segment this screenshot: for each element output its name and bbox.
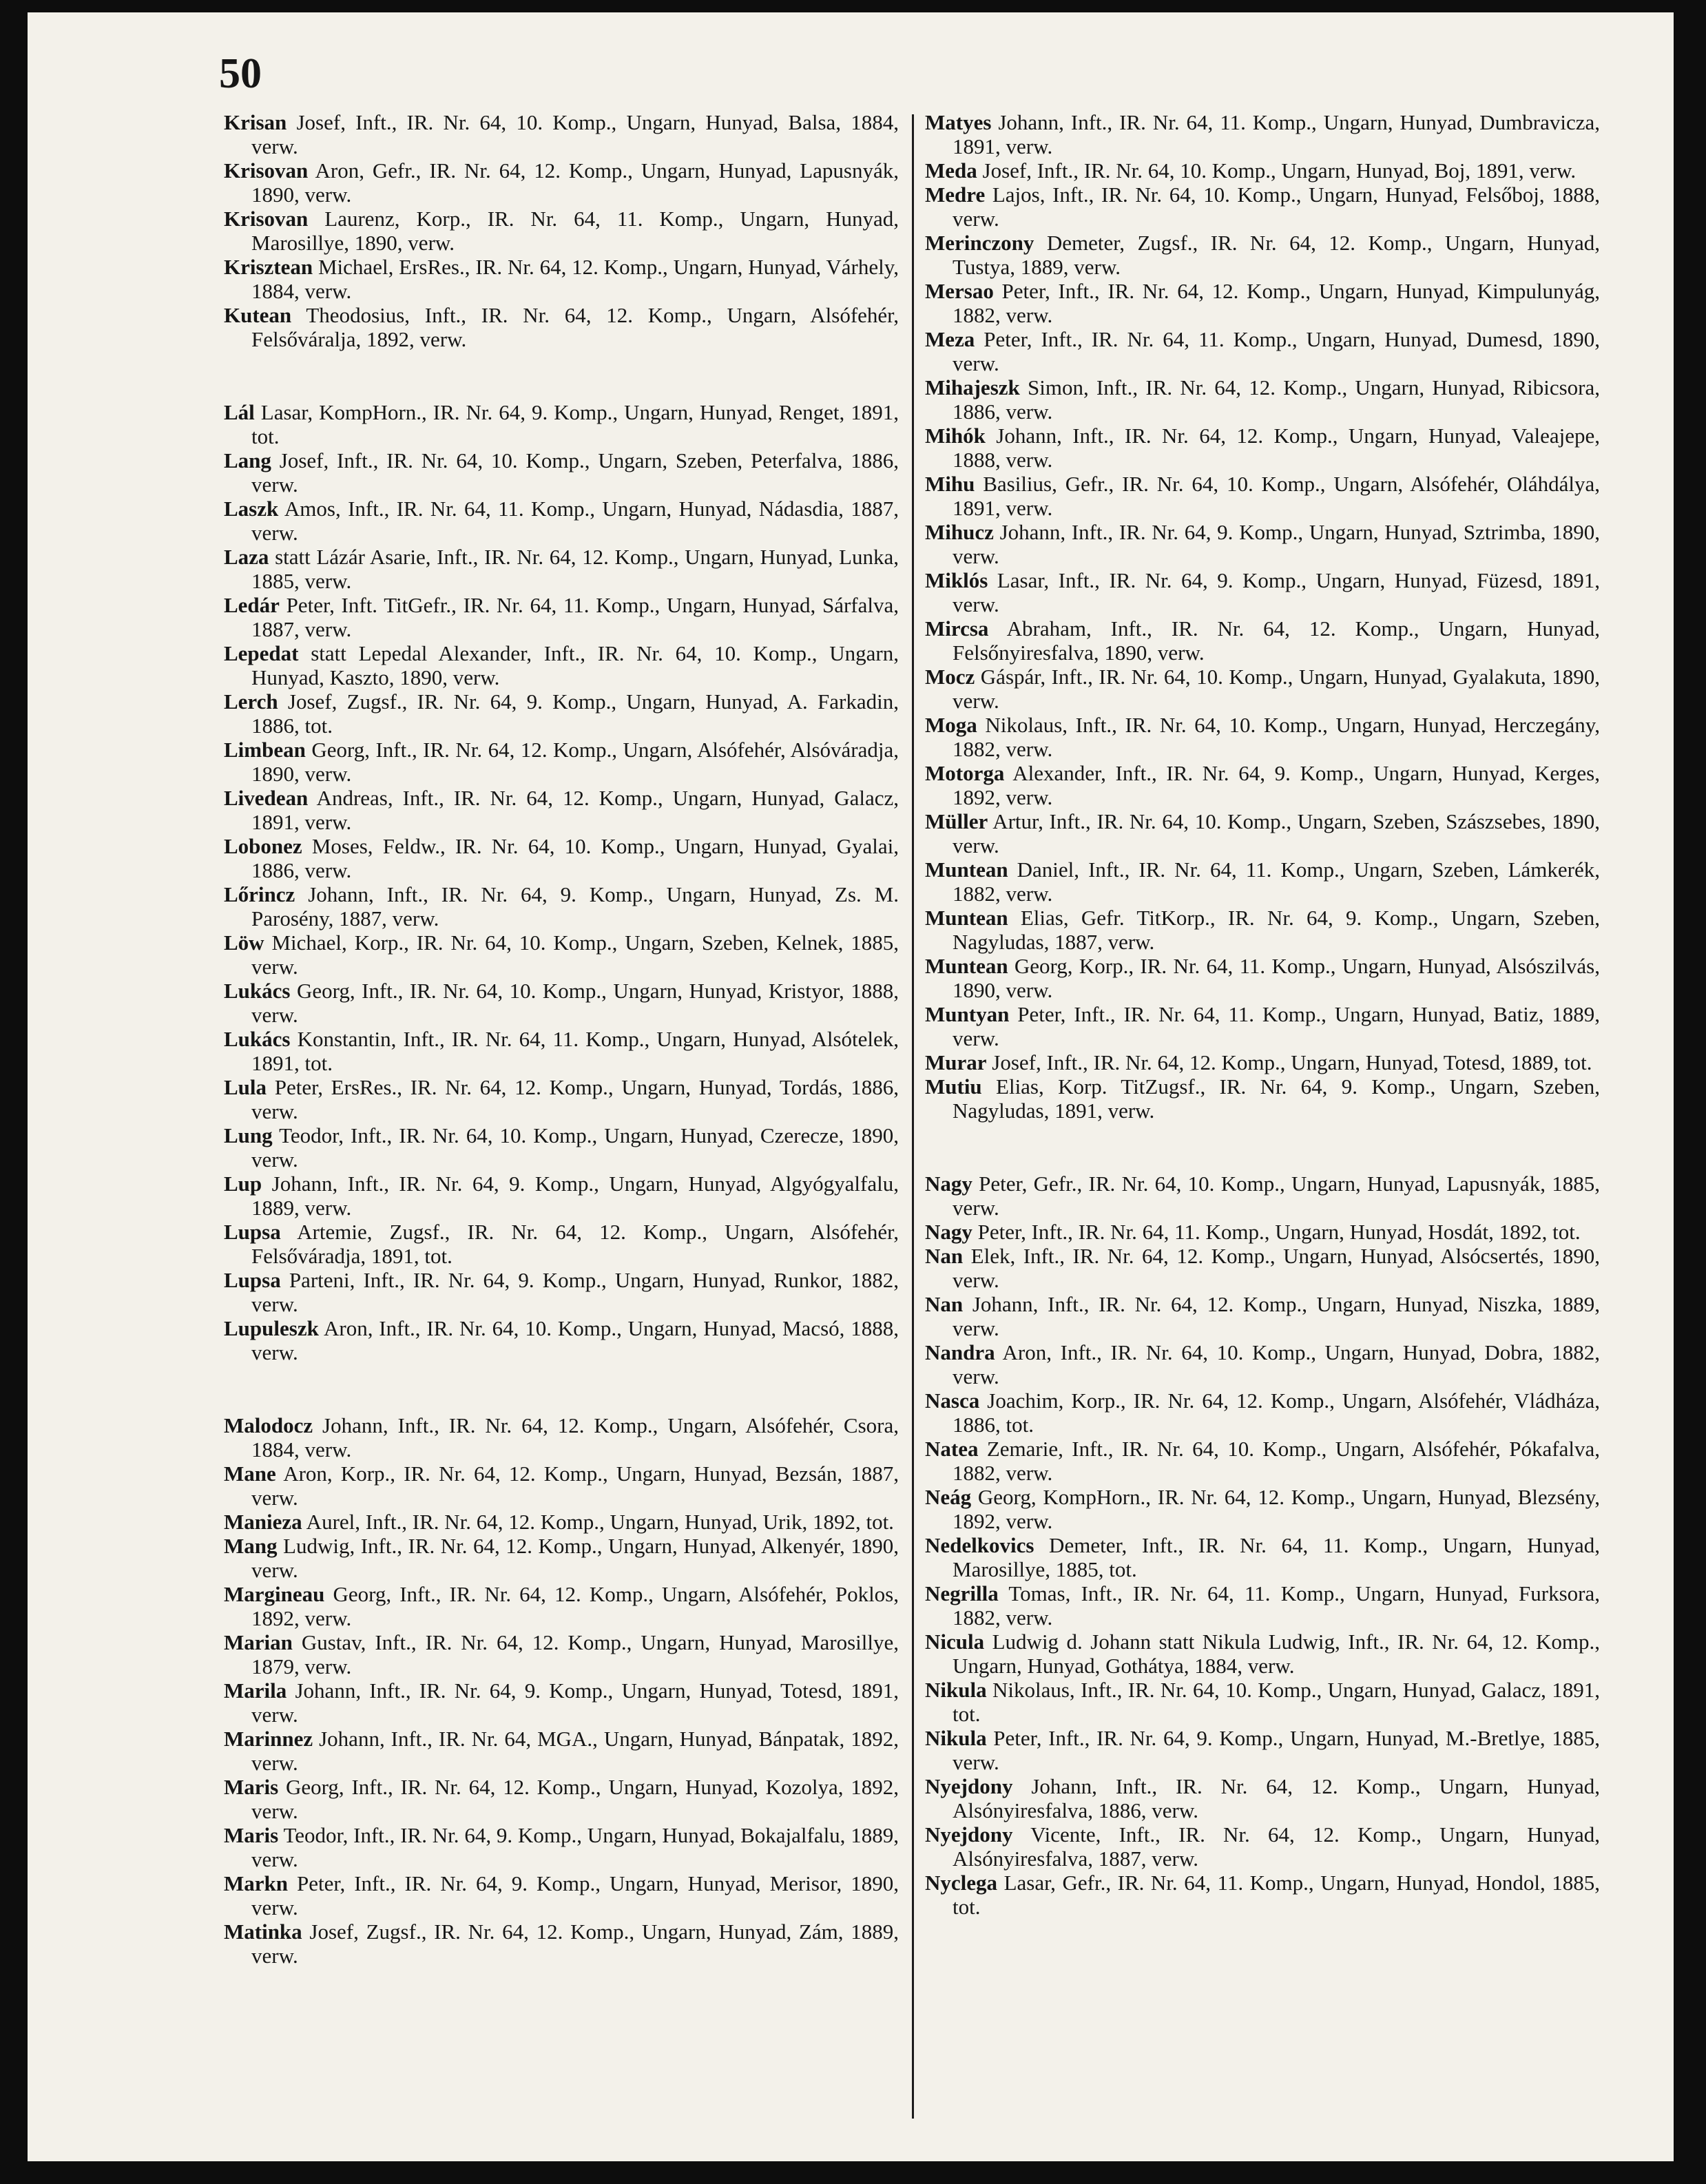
- roster-entry: [925, 713, 1600, 761]
- entry-details: Demeter, Inft., IR. Nr. 64, 11. Komp., Ungarn, Hunyad, Marosillye, 1885, tot.: [953, 1533, 1600, 1581]
- entry-surname: Lupsa: [224, 1220, 281, 1244]
- roster-entry: [925, 327, 1600, 375]
- entry-details: Amos, Inft., IR. Nr. 64, 11. Komp., Ungarn, Hunyad, Nádasdia, 1887, verw.: [251, 497, 899, 545]
- document-page: [28, 12, 1674, 2161]
- entry-details: Abraham, Inft., IR. Nr. 64, 12. Komp., Ungarn, Hunyad, Felsőnyiresfalva, 1890, verw.: [953, 616, 1600, 665]
- roster-entry: [925, 1172, 1600, 1220]
- entry-surname: Nikula: [925, 1726, 987, 1750]
- entry-details: statt Lázár Asarie, Inft., IR. Nr. 64, 12. Komp., Ungarn, Hunyad, Lunka, 1885, verw.: [251, 545, 899, 593]
- roster-entry: [224, 1172, 899, 1220]
- entry-details: Aron, Korp., IR. Nr. 64, 12. Komp., Ungarn, Hunyad, Bezsán, 1887, verw.: [251, 1462, 899, 1510]
- roster-entry: [224, 545, 899, 593]
- entry-surname: Mutiu: [925, 1074, 982, 1099]
- entry-surname: Mihók: [925, 424, 986, 448]
- roster-entry: [224, 1823, 899, 1871]
- entry-details: Artur, Inft., IR. Nr. 64, 10. Komp., Ungarn, Szeben, Szászsebes, 1890, verw.: [953, 809, 1600, 857]
- entry-details: Lasar, Inft., IR. Nr. 64, 9. Komp., Ungarn, Hunyad, Füzesd, 1891, verw.: [953, 568, 1600, 616]
- roster-entry: [925, 761, 1600, 809]
- entry-surname: Nyclega: [925, 1871, 998, 1895]
- roster-entry: [224, 1462, 899, 1510]
- column-divider: [912, 114, 914, 2119]
- roster-entry: [224, 1268, 899, 1316]
- roster-entry: [224, 1678, 899, 1727]
- entry-surname: Lepedat: [224, 641, 299, 665]
- roster-entry: [925, 1074, 1600, 1123]
- right-column: [925, 110, 1600, 1919]
- entry-details: Josef, Inft., IR. Nr. 64, 10. Komp., Ungarn, Szeben, Peterfalva, 1886, verw.: [251, 448, 899, 497]
- entry-surname: Lobonez: [224, 834, 302, 858]
- entry-surname: Krisan: [224, 110, 287, 134]
- entry-details: Michael, ErsRes., IR. Nr. 64, 12. Komp., Ungarn, Hunyad, Várhely, 1884, verw.: [251, 255, 899, 303]
- roster-entry: [925, 158, 1600, 183]
- entry-details: Peter, Inft., IR. Nr. 64, 12. Komp., Ungarn, Hunyad, Kimpulunyág, 1882, verw.: [953, 279, 1600, 327]
- entry-surname: Lőrincz: [224, 882, 295, 906]
- roster-entry: [925, 665, 1600, 713]
- entry-details: Georg, Inft., IR. Nr. 64, 10. Komp., Ungarn, Hunyad, Kristyor, 1888, verw.: [251, 979, 899, 1027]
- roster-entry: [925, 1774, 1600, 1822]
- entry-details: Demeter, Zugsf., IR. Nr. 64, 12. Komp., Ungarn, Hunyad, Tustya, 1889, verw.: [953, 231, 1600, 279]
- roster-entry: [925, 1630, 1600, 1678]
- roster-entry: [925, 231, 1600, 279]
- entry-surname: Muntean: [925, 857, 1008, 882]
- entry-surname: Lula: [224, 1075, 267, 1099]
- roster-entry: [925, 1050, 1600, 1074]
- entry-details: Josef, Inft., IR. Nr. 64, 12. Komp., Ungarn, Hunyad, Totesd, 1889, tot.: [986, 1050, 1592, 1074]
- entry-surname: Marian: [224, 1630, 293, 1654]
- roster-entry: [925, 809, 1600, 857]
- section-gap: [925, 1123, 1600, 1172]
- roster-entry: [224, 1871, 899, 1920]
- roster-entry: [925, 954, 1600, 1002]
- entry-details: Laurenz, Korp., IR. Nr. 64, 11. Komp., Ungarn, Hunyad, Marosillye, 1890, verw.: [251, 207, 899, 255]
- roster-entry: [224, 255, 899, 303]
- entry-surname: Marinnez: [224, 1727, 313, 1751]
- roster-entry: [224, 1075, 899, 1123]
- entry-surname: Löw: [224, 930, 264, 955]
- roster-entry: [224, 641, 899, 689]
- section-gap: [224, 1364, 899, 1413]
- entry-surname: Nagy: [925, 1172, 972, 1196]
- entry-surname: Nandra: [925, 1340, 995, 1364]
- roster-entry: [224, 1413, 899, 1462]
- roster-entry: [925, 1581, 1600, 1630]
- entry-surname: Livedean: [224, 786, 309, 810]
- entry-surname: Mihucz: [925, 520, 994, 544]
- roster-entry: [224, 448, 899, 497]
- entry-surname: Negrilla: [925, 1581, 999, 1605]
- entry-surname: Nikula: [925, 1678, 987, 1702]
- roster-entry: [224, 1775, 899, 1823]
- page-number: 50: [219, 50, 262, 97]
- entry-details: Tomas, Inft., IR. Nr. 64, 11. Komp., Ungarn, Hunyad, Furksora, 1882, verw.: [953, 1581, 1600, 1630]
- entry-details: Peter, Inft., IR. Nr. 64, 9. Komp., Ungarn, Hunyad, M.-Bretlye, 1885, verw.: [953, 1726, 1600, 1774]
- entry-surname: Muntean: [925, 954, 1008, 978]
- entry-details: Elek, Inft., IR. Nr. 64, 12. Komp., Ungarn, Hunyad, Alsócsertés, 1890, verw.: [953, 1244, 1600, 1292]
- entry-surname: Krisovan: [224, 158, 309, 183]
- entry-surname: Manieza: [224, 1510, 302, 1534]
- entry-details: Michael, Korp., IR. Nr. 64, 10. Komp., Ungarn, Szeben, Kelnek, 1885, verw.: [251, 930, 899, 979]
- entry-surname: Meda: [925, 158, 977, 183]
- entry-details: Alexander, Inft., IR. Nr. 64, 9. Komp., Ungarn, Hunyad, Kerges, 1892, verw.: [953, 761, 1600, 809]
- entry-surname: Moga: [925, 713, 977, 737]
- entry-surname: Lung: [224, 1123, 273, 1147]
- entry-details: Simon, Inft., IR. Nr. 64, 12. Komp., Ungarn, Hunyad, Ribicsora, 1886, verw.: [953, 375, 1600, 424]
- entry-surname: Meza: [925, 327, 975, 351]
- entry-details: Theodosius, Inft., IR. Nr. 64, 12. Komp., Ungarn, Alsófehér, Felsőváralja, 1892, verw.: [251, 303, 899, 351]
- entry-surname: Nicula: [925, 1630, 985, 1654]
- entry-details: Johann, Inft., IR. Nr. 64, 12. Komp., Ungarn, Hunyad, Alsónyiresfalva, 1886, verw.: [953, 1774, 1600, 1822]
- entry-surname: Lup: [224, 1172, 262, 1196]
- entry-details: Daniel, Inft., IR. Nr. 64, 11. Komp., Ungarn, Szeben, Lámkerék, 1882, verw.: [953, 857, 1600, 906]
- entry-details: Johann, Inft., IR. Nr. 64, MGA., Ungarn, Hunyad, Bánpatak, 1892, verw.: [251, 1727, 899, 1775]
- roster-entry: [925, 1002, 1600, 1050]
- entry-details: Teodor, Inft., IR. Nr. 64, 9. Komp., Ungarn, Hunyad, Bokajalfalu, 1889, verw.: [251, 1823, 899, 1871]
- entry-surname: Lupuleszk: [224, 1316, 319, 1340]
- entry-surname: Medre: [925, 183, 986, 207]
- entry-surname: Laszk: [224, 497, 279, 521]
- entry-surname: Nyejdony: [925, 1822, 1013, 1847]
- entry-surname: Neág: [925, 1485, 972, 1509]
- entry-surname: Matyes: [925, 110, 992, 134]
- entry-surname: Margineau: [224, 1582, 325, 1606]
- entry-details: Konstantin, Inft., IR. Nr. 64, 11. Komp., Ungarn, Hunyad, Alsótelek, 1891, tot.: [251, 1027, 899, 1075]
- entry-details: Peter, Inft., IR. Nr. 64, 11. Komp., Ungarn, Hunyad, Hosdát, 1892, tot.: [972, 1220, 1581, 1244]
- roster-entry: [925, 1220, 1600, 1244]
- roster-entry: [224, 738, 899, 786]
- entry-surname: Lerch: [224, 689, 278, 714]
- roster-entry: [925, 1485, 1600, 1533]
- entry-details: Aron, Inft., IR. Nr. 64, 10. Komp., Ungarn, Hunyad, Macsó, 1888, verw.: [251, 1316, 899, 1364]
- entry-details: Lajos, Inft., IR. Nr. 64, 10. Komp., Ungarn, Hunyad, Felsőboj, 1888, verw.: [953, 183, 1600, 231]
- roster-entry: [224, 689, 899, 738]
- entry-details: Lasar, KompHorn., IR. Nr. 64, 9. Komp., Ungarn, Hunyad, Renget, 1891, tot.: [251, 400, 899, 448]
- entry-surname: Murar: [925, 1050, 987, 1074]
- entry-surname: Müller: [925, 809, 988, 833]
- entry-details: Georg, Inft., IR. Nr. 64, 12. Komp., Ungarn, Alsófehér, Alsóváradja, 1890, verw.: [251, 738, 899, 786]
- entry-surname: Muntyan: [925, 1002, 1010, 1026]
- entry-details: Gustav, Inft., IR. Nr. 64, 12. Komp., Ungarn, Hunyad, Marosillye, 1879, verw.: [251, 1630, 899, 1678]
- roster-entry: [224, 1727, 899, 1775]
- roster-entry: [925, 1292, 1600, 1340]
- entry-details: Artemie, Zugsf., IR. Nr. 64, 12. Komp., Ungarn, Alsófehér, Felsőváradja, 1891, tot.: [251, 1220, 899, 1268]
- roster-entry: [925, 424, 1600, 472]
- entry-surname: Nagy: [925, 1220, 972, 1244]
- entry-details: Ludwig, Inft., IR. Nr. 64, 12. Komp., Ungarn, Hunyad, Alkenyér, 1890, verw.: [251, 1534, 899, 1582]
- entry-surname: Lupsa: [224, 1268, 281, 1292]
- entry-surname: Nan: [925, 1244, 964, 1268]
- entry-details: Zemarie, Inft., IR. Nr. 64, 10. Komp., Ungarn, Alsófehér, Pókafalva, 1882, verw.: [953, 1437, 1600, 1485]
- entry-surname: Lál: [224, 400, 255, 424]
- entry-details: Elias, Korp. TitZugsf., IR. Nr. 64, 9. Komp., Ungarn, Szeben, Nagyludas, 1891, verw.: [953, 1074, 1600, 1123]
- roster-entry: [925, 906, 1600, 954]
- entry-details: Aron, Inft., IR. Nr. 64, 10. Komp., Ungarn, Hunyad, Dobra, 1882, verw.: [953, 1340, 1600, 1389]
- entry-details: Johann, Inft., IR. Nr. 64, 12. Komp., Ungarn, Hunyad, Niszka, 1889, verw.: [953, 1292, 1600, 1340]
- entry-details: Elias, Gefr. TitKorp., IR. Nr. 64, 9. Komp., Ungarn, Szeben, Nagyludas, 1887, verw.: [953, 906, 1600, 954]
- entry-details: Peter, ErsRes., IR. Nr. 64, 12. Komp., Ungarn, Hunyad, Tordás, 1886, verw.: [251, 1075, 899, 1123]
- roster-entry: [925, 472, 1600, 520]
- roster-entry: [925, 110, 1600, 158]
- section-gap: [224, 351, 899, 400]
- entry-surname: Markn: [224, 1871, 288, 1895]
- roster-entry: [925, 1871, 1600, 1919]
- entry-details: Aron, Gefr., IR. Nr. 64, 12. Komp., Ungarn, Hunyad, Lapusnyák, 1890, verw.: [251, 158, 899, 207]
- entry-surname: Kutean: [224, 303, 292, 327]
- entry-details: Vicente, Inft., IR. Nr. 64, 12. Komp., Ungarn, Hunyad, Alsónyiresfalva, 1887, verw.: [953, 1822, 1600, 1871]
- entry-surname: Malodocz: [224, 1413, 313, 1437]
- roster-entry: [224, 1630, 899, 1678]
- entry-surname: Lukács: [224, 1027, 291, 1051]
- roster-entry: [925, 1437, 1600, 1485]
- roster-entry: [224, 110, 899, 158]
- roster-entry: [224, 158, 899, 207]
- entry-surname: Lukács: [224, 979, 291, 1003]
- entry-details: Josef, Zugsf., IR. Nr. 64, 9. Komp., Ungarn, Hunyad, A. Farkadin, 1886, tot.: [251, 689, 899, 738]
- entry-details: Georg, KompHorn., IR. Nr. 64, 12. Komp., Ungarn, Hunyad, Blezsény, 1892, verw.: [953, 1485, 1600, 1533]
- roster-entry: [925, 1340, 1600, 1389]
- entry-details: Peter, Inft., IR. Nr. 64, 11. Komp., Ungarn, Hunyad, Batiz, 1889, verw.: [953, 1002, 1600, 1050]
- entry-surname: Krisztean: [224, 255, 313, 279]
- roster-entry: [224, 207, 899, 255]
- entry-details: Teodor, Inft., IR. Nr. 64, 10. Komp., Ungarn, Hunyad, Czerecze, 1890, verw.: [251, 1123, 899, 1172]
- roster-entry: [925, 183, 1600, 231]
- entry-details: Georg, Inft., IR. Nr. 64, 12. Komp., Ungarn, Hunyad, Kozolya, 1892, verw.: [251, 1775, 899, 1823]
- entry-details: Ludwig d. Johann statt Nikula Ludwig, Inft., IR. Nr. 64, 12. Komp., Ungarn, Hunyad, Gothátya, 1884, verw.: [953, 1630, 1600, 1678]
- entry-surname: Maris: [224, 1775, 279, 1799]
- entry-details: Johann, Inft., IR. Nr. 64, 9. Komp., Ungarn, Hunyad, Sztrimba, 1890, verw.: [953, 520, 1600, 568]
- roster-entry: [925, 375, 1600, 424]
- entry-details: Andreas, Inft., IR. Nr. 64, 12. Komp., Ungarn, Hunyad, Galacz, 1891, verw.: [251, 786, 899, 834]
- entry-surname: Miklós: [925, 568, 988, 592]
- entry-surname: Nedelkovics: [925, 1533, 1034, 1557]
- entry-surname: Ledár: [224, 593, 280, 617]
- roster-entry: [224, 979, 899, 1027]
- entry-surname: Krisovan: [224, 207, 309, 231]
- roster-entry: [224, 400, 899, 448]
- entry-details: Josef, Inft., IR. Nr. 64, 10. Komp., Ungarn, Hunyad, Boj, 1891, verw.: [977, 158, 1577, 183]
- entry-surname: Nyejdony: [925, 1774, 1013, 1798]
- roster-entry: [925, 568, 1600, 616]
- roster-entry: [925, 1389, 1600, 1437]
- entry-surname: Muntean: [925, 906, 1008, 930]
- entry-details: statt Lepedal Alexander, Inft., IR. Nr. 64, 10. Komp., Ungarn, Hunyad, Kaszto, 1890, verw.: [251, 641, 899, 689]
- entry-details: Peter, Inft. TitGefr., IR. Nr. 64, 11. Komp., Ungarn, Hunyad, Sárfalva, 1887, verw.: [251, 593, 899, 641]
- entry-surname: Marila: [224, 1678, 287, 1703]
- roster-entry: [224, 303, 899, 351]
- roster-entry: [224, 1510, 899, 1534]
- roster-entry: [224, 786, 899, 834]
- entry-details: Peter, Gefr., IR. Nr. 64, 10. Komp., Ungarn, Hunyad, Lapusnyák, 1885, verw.: [953, 1172, 1600, 1220]
- entry-surname: Mircsa: [925, 616, 989, 641]
- roster-entry: [925, 520, 1600, 568]
- roster-entry: [224, 1582, 899, 1630]
- entry-details: Aurel, Inft., IR. Nr. 64, 12. Komp., Ungarn, Hunyad, Urik, 1892, tot.: [302, 1510, 894, 1534]
- entry-surname: Matinka: [224, 1920, 302, 1944]
- entry-details: Johann, Inft., IR. Nr. 64, 11. Komp., Ungarn, Hunyad, Dumbravicza, 1891, verw.: [953, 110, 1600, 158]
- entry-details: Lasar, Gefr., IR. Nr. 64, 11. Komp., Ungarn, Hunyad, Hondol, 1885, tot.: [953, 1871, 1600, 1919]
- entry-details: Peter, Inft., IR. Nr. 64, 11. Komp., Ungarn, Hunyad, Dumesd, 1890, verw.: [953, 327, 1600, 375]
- entry-details: Johann, Inft., IR. Nr. 64, 12. Komp., Ungarn, Hunyad, Valeajepe, 1888, verw.: [953, 424, 1600, 472]
- roster-entry: [925, 279, 1600, 327]
- roster-entry: [925, 1822, 1600, 1871]
- roster-entry: [224, 1316, 899, 1364]
- roster-entry: [925, 857, 1600, 906]
- roster-entry: [224, 1027, 899, 1075]
- entry-details: Basilius, Gefr., IR. Nr. 64, 10. Komp., Ungarn, Alsófehér, Oláhdálya, 1891, verw.: [953, 472, 1600, 520]
- entry-details: Georg, Inft., IR. Nr. 64, 12. Komp., Ungarn, Alsófehér, Poklos, 1892, verw.: [251, 1582, 899, 1630]
- entry-surname: Lang: [224, 448, 271, 472]
- entry-details: Peter, Inft., IR. Nr. 64, 9. Komp., Ungarn, Hunyad, Merisor, 1890, verw.: [251, 1871, 899, 1920]
- roster-entry: [925, 1726, 1600, 1774]
- roster-entry: [925, 1533, 1600, 1581]
- roster-entry: [224, 497, 899, 545]
- entry-details: Johann, Inft., IR. Nr. 64, 9. Komp., Ungarn, Hunyad, Algyógyalfalu, 1889, verw.: [251, 1172, 899, 1220]
- entry-surname: Mersao: [925, 279, 994, 303]
- entry-details: Gáspár, Inft., IR. Nr. 64, 10. Komp., Ungarn, Hunyad, Gyalakuta, 1890, verw.: [953, 665, 1600, 713]
- roster-entry: [224, 882, 899, 930]
- entry-surname: Mocz: [925, 665, 975, 689]
- entry-details: Joachim, Korp., IR. Nr. 64, 12. Komp., Ungarn, Alsófehér, Vládháza, 1886, tot.: [953, 1389, 1600, 1437]
- entry-details: Johann, Inft., IR. Nr. 64, 9. Komp., Ungarn, Hunyad, Zs. M. Parosény, 1887, verw.: [251, 882, 899, 930]
- roster-entry: [224, 1534, 899, 1582]
- roster-entry: [224, 1920, 899, 1968]
- entry-surname: Mihajeszk: [925, 375, 1020, 399]
- entry-details: Georg, Korp., IR. Nr. 64, 11. Komp., Ungarn, Hunyad, Alsószilvás, 1890, verw.: [953, 954, 1600, 1002]
- entry-details: Johann, Inft., IR. Nr. 64, 9. Komp., Ungarn, Hunyad, Totesd, 1891, verw.: [251, 1678, 899, 1727]
- entry-details: Moses, Feldw., IR. Nr. 64, 10. Komp., Ungarn, Hunyad, Gyalai, 1886, verw.: [251, 834, 899, 882]
- entry-details: Parteni, Inft., IR. Nr. 64, 9. Komp., Ungarn, Hunyad, Runkor, 1882, verw.: [251, 1268, 899, 1316]
- entry-details: Josef, Inft., IR. Nr. 64, 10. Komp., Ungarn, Hunyad, Balsa, 1884, verw.: [251, 110, 899, 158]
- entry-surname: Laza: [224, 545, 269, 569]
- entry-surname: Natea: [925, 1437, 979, 1461]
- roster-entry: [925, 616, 1600, 665]
- roster-entry: [224, 1123, 899, 1172]
- entry-surname: Nasca: [925, 1389, 980, 1413]
- roster-entry: [224, 834, 899, 882]
- roster-entry: [925, 1244, 1600, 1292]
- roster-entry: [224, 1220, 899, 1268]
- left-column: [224, 110, 899, 1968]
- roster-entry: [925, 1678, 1600, 1726]
- roster-entry: [224, 593, 899, 641]
- roster-entry: [224, 930, 899, 979]
- entry-surname: Mihu: [925, 472, 975, 496]
- entry-details: Nikolaus, Inft., IR. Nr. 64, 10. Komp., Ungarn, Hunyad, Herczegány, 1882, verw.: [953, 713, 1600, 761]
- entry-details: Nikolaus, Inft., IR. Nr. 64, 10. Komp., Ungarn, Hunyad, Galacz, 1891, tot.: [953, 1678, 1600, 1726]
- entry-surname: Motorga: [925, 761, 1005, 785]
- entry-surname: Limbean: [224, 738, 306, 762]
- entry-details: Josef, Zugsf., IR. Nr. 64, 12. Komp., Ungarn, Hunyad, Zám, 1889, verw.: [251, 1920, 899, 1968]
- entry-surname: Mane: [224, 1462, 276, 1486]
- entry-surname: Merinczony: [925, 231, 1034, 255]
- entry-surname: Mang: [224, 1534, 278, 1558]
- entry-details: Johann, Inft., IR. Nr. 64, 12. Komp., Ungarn, Alsófehér, Csora, 1884, verw.: [251, 1413, 899, 1462]
- entry-surname: Nan: [925, 1292, 964, 1316]
- entry-surname: Maris: [224, 1823, 279, 1847]
